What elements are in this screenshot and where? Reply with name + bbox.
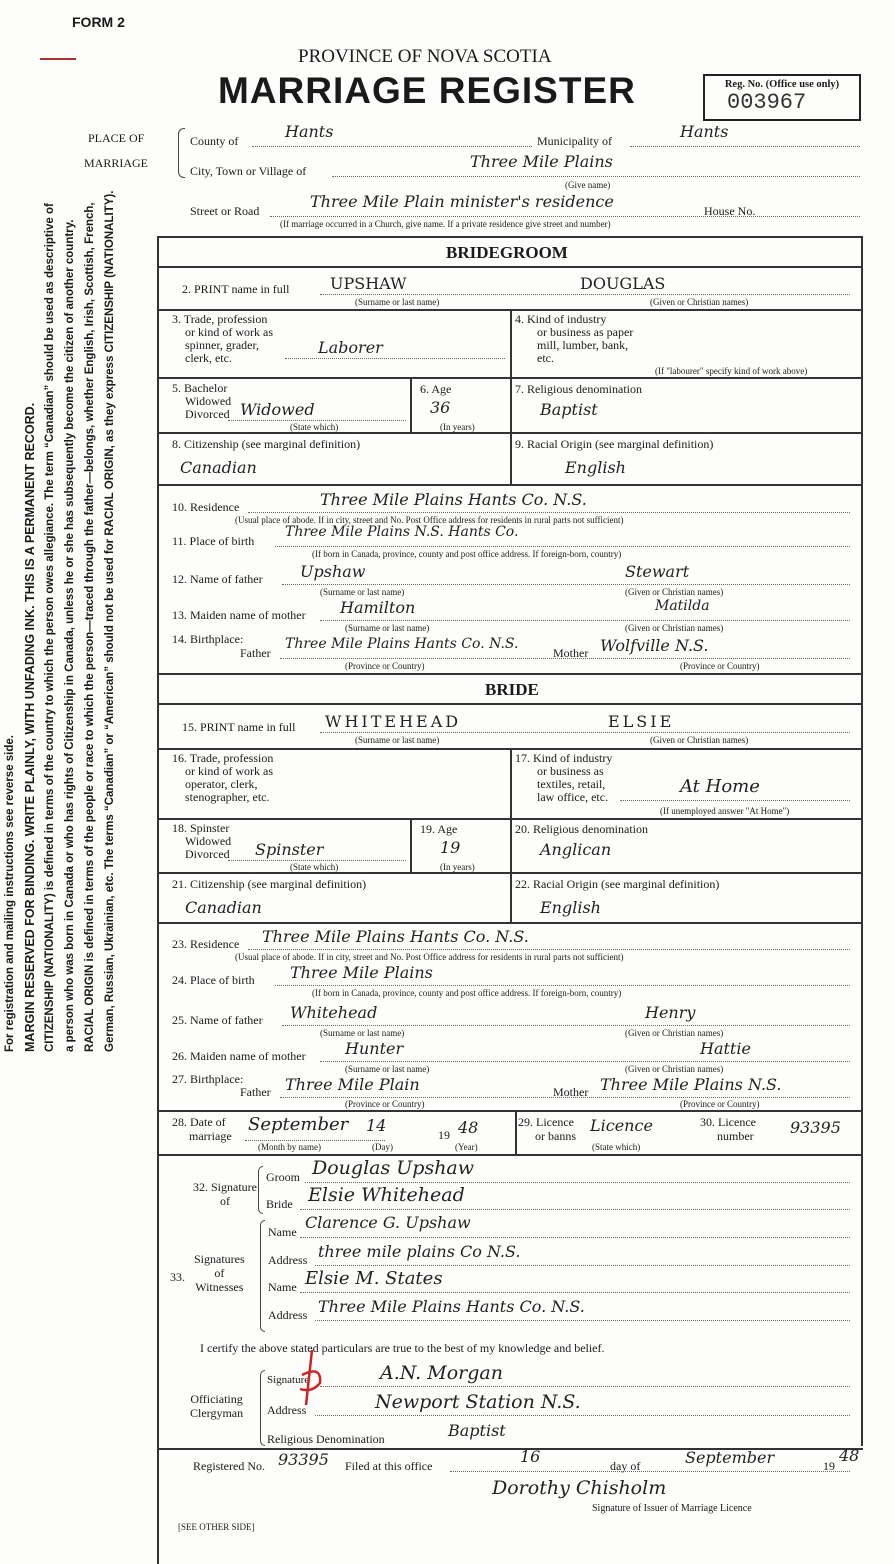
- county-value: Hants: [285, 122, 334, 141]
- year-prefix: 19: [438, 1128, 450, 1142]
- clergyman-denomination: Baptist: [448, 1421, 506, 1440]
- bride-industry: At Home: [680, 776, 760, 797]
- caption: (Given or Christian names): [650, 297, 749, 307]
- province-title: PROVINCE OF NOVA SCOTIA: [298, 46, 552, 67]
- caption: (State which): [592, 1142, 641, 1152]
- witness1-name: Clarence G. Upshaw: [305, 1213, 471, 1232]
- filed-day: 16: [520, 1447, 541, 1466]
- margin-note: a person who was born in Canada or who has rights of Citizenship in Canada, unless he or she has subsequently become the citizen of another country.: [64, 219, 76, 1052]
- witness2-address: Three Mile Plains Hants Co. N.S.: [318, 1297, 585, 1316]
- groom-religion: Baptist: [540, 400, 598, 419]
- reg-number-box: [703, 74, 861, 121]
- marriage-year: 48: [458, 1118, 479, 1137]
- caption: (Month by name): [258, 1142, 321, 1152]
- groom-trade: Laborer: [318, 338, 383, 357]
- red-mark: [40, 58, 76, 60]
- groom-father-surname: Upshaw: [300, 562, 366, 581]
- religion-label: 20. Religious denomination: [515, 822, 648, 836]
- caption: (State which): [290, 862, 339, 872]
- signature-brace: [258, 1166, 263, 1214]
- licence-label: 29. Licence or banns: [518, 1115, 576, 1143]
- witnesses-brace: [260, 1220, 265, 1332]
- groom-mother-birthplace: Wolfville N.S.: [600, 636, 709, 655]
- citizenship-label: 8. Citizenship (see marginal definition): [172, 437, 361, 451]
- caption: (Give name): [565, 180, 611, 190]
- caption: (Given or Christian names): [625, 1028, 724, 1038]
- caption: (Usual place of abode. If in city, street and No. Post Office address for residents in rural parts not sufficient): [235, 952, 624, 962]
- caption: (If "labourer" specify kind of work above): [655, 366, 808, 376]
- marriage-label: MARRIAGE: [84, 156, 149, 170]
- caption: (Surname or last name): [355, 735, 440, 745]
- father-label: 12. Name of father: [172, 572, 263, 586]
- margin-note: RACIAL ORIGIN is defined in terms of the people or race to which the person—traced through the father—belongs, whether English, Irish, Scottish, French,: [84, 202, 96, 1052]
- bride-residence: Three Mile Plains Hants Co. N.S.: [262, 927, 529, 946]
- residence-label: 10. Residence: [172, 500, 240, 514]
- groom-mother-surname: Hamilton: [340, 598, 416, 617]
- form-number: FORM 2: [72, 14, 125, 30]
- groom-mother-given: Matilda: [655, 598, 710, 614]
- bride-age: 19: [440, 838, 461, 857]
- city-value: Three Mile Plains: [470, 152, 613, 171]
- groom-marital-status: Widowed: [240, 400, 315, 419]
- caption: (If born in Canada, province, county and post office address. If foreign-born, country): [312, 988, 622, 998]
- margin-note: MARGIN RESERVED FOR BINDING. WRITE PLAINLY, WITH UNFADING INK. THIS IS A PERMANENT RECORD.: [23, 402, 37, 1052]
- bride-signature: Elsie Whitehead: [308, 1184, 465, 1206]
- street-label: Street or Road: [190, 204, 260, 218]
- marriage-day: 14: [366, 1116, 387, 1135]
- county-label: County of: [190, 134, 239, 148]
- father-label: 25. Name of father: [172, 1013, 263, 1027]
- caption: (Day): [372, 1142, 393, 1152]
- witness1-address: three mile plains Co N.S.: [318, 1242, 521, 1261]
- denomination-label: Religious Denomination: [267, 1432, 385, 1446]
- residence-label: 23. Residence: [172, 937, 240, 951]
- address-label: Address: [268, 1308, 308, 1322]
- year-prefix: 19: [823, 1459, 835, 1473]
- filed-label: Filed at this office: [345, 1459, 433, 1473]
- filed-year: 48: [839, 1446, 860, 1465]
- field-number: 33.: [170, 1270, 185, 1284]
- margin-note: For registration and mailing instructions see reverse side.: [4, 735, 16, 1052]
- caption: (Usual place of abode. If in city, street and No. Post Office address for residents in rural parts not sufficient): [235, 515, 624, 525]
- clergyman-signature: A.N. Morgan: [380, 1362, 503, 1384]
- mother-label: 13. Maiden name of mother: [172, 608, 306, 622]
- groom-racial-origin: English: [565, 458, 626, 477]
- page-title: MARRIAGE REGISTER: [218, 70, 636, 111]
- father-label: Father: [240, 1085, 271, 1099]
- section-bridegroom: BRIDEGROOM: [446, 243, 568, 262]
- licence-or-banns: Licence: [590, 1116, 653, 1135]
- caption: (Surname or last name): [320, 587, 405, 597]
- margin-notes: [0, 190, 150, 1080]
- marital-status-label: 5. Bachelor Widowed Divorced: [172, 381, 232, 421]
- reg-label: Reg. No. (Office use only): [724, 79, 840, 90]
- caption: (Surname or last name): [345, 1064, 430, 1074]
- birthplace-label: 24. Place of birth: [172, 973, 255, 987]
- municipality-value: Hants: [680, 122, 729, 141]
- name-label: Name: [268, 1225, 297, 1239]
- clergyman-brace: [260, 1370, 265, 1446]
- caption: (Year): [455, 1142, 478, 1152]
- groom-age: 36: [430, 398, 451, 417]
- father-label: Father: [240, 646, 271, 660]
- caption: (In years): [440, 862, 475, 872]
- caption: (State which): [290, 422, 339, 432]
- date-label: 28. Date of marriage: [172, 1115, 232, 1143]
- bride-given-names: ELSIE: [608, 712, 675, 731]
- reg-number: 003967: [727, 90, 807, 115]
- caption: (Given or Christian names): [625, 587, 724, 597]
- groom-surname: UPSHAW: [330, 274, 407, 293]
- marriage-month: September: [248, 1114, 349, 1135]
- caption: (If born in Canada, province, county and post office address. If foreign-born, country): [312, 549, 622, 559]
- industry-label: 17. Kind of industry or business as textiles, retail, law office, etc.: [515, 751, 613, 804]
- groom-father-given: Stewart: [625, 562, 690, 581]
- groom-label: Groom: [266, 1170, 300, 1184]
- caption: (Given or Christian names): [625, 1064, 724, 1074]
- registered-label: Registered No.: [193, 1459, 265, 1473]
- bride-father-birthplace: Three Mile Plain: [285, 1075, 420, 1094]
- caption: (In years): [440, 422, 475, 432]
- municipality-label: Municipality of: [537, 134, 612, 148]
- see-other-side: [SEE OTHER SIDE]: [178, 1522, 255, 1532]
- licence-number-label: 30. Licence number: [700, 1115, 756, 1143]
- mother-label: 26. Maiden name of mother: [172, 1049, 306, 1063]
- registered-number: 93395: [278, 1450, 329, 1469]
- issuer-label: Signature of Issuer of Marriage Licence: [592, 1503, 752, 1514]
- officiating-clergyman-label: Officiating Clergyman: [190, 1392, 244, 1420]
- issuer-signature: Dorothy Chisholm: [492, 1477, 667, 1499]
- bride-birthplace: Three Mile Plains: [290, 963, 433, 982]
- bride-racial-origin: English: [540, 898, 601, 917]
- bride-religion: Anglican: [540, 840, 612, 859]
- caption: (Given or Christian names): [650, 735, 749, 745]
- groom-given-names: DOUGLAS: [580, 274, 666, 293]
- groom-residence: Three Mile Plains Hants Co. N.S.: [320, 490, 587, 509]
- age-label: 6. Age: [420, 382, 452, 396]
- caption: (Province or Country): [680, 1099, 760, 1109]
- age-label: 19. Age: [420, 822, 458, 836]
- religion-label: 7. Religious denomination: [515, 382, 642, 396]
- field-label: 2. PRINT name in full: [182, 282, 290, 296]
- margin-note: German, Russian, Ukrainian, etc. The terms “Canadian” or “American” should not be used for RACIAL ORIGIN, as they express CITIZENSHIP (NATIONALITY).: [104, 190, 116, 1052]
- caption: (Surname or last name): [345, 623, 430, 633]
- house-label: House No.: [704, 204, 756, 218]
- section-bride: BRIDE: [485, 680, 539, 699]
- caption: (Surname or last name): [320, 1028, 405, 1038]
- caption: (If unemployed answer "At Home"): [660, 806, 790, 816]
- birthplace-label: 11. Place of birth: [172, 534, 255, 548]
- caption: (Province or Country): [680, 661, 760, 671]
- bride-surname: WHITEHEAD: [325, 712, 462, 731]
- place-of-label: PLACE OF: [88, 131, 145, 145]
- citizenship-label: 21. Citizenship (see marginal definition): [172, 877, 367, 891]
- bride-father-surname: Whitehead: [290, 1003, 378, 1022]
- certification-text: I certify the above stated particulars are true to the best of my knowledge and belief.: [200, 1341, 605, 1355]
- bride-label: Bride: [266, 1197, 293, 1211]
- margin-note: CITIZENSHIP (NATIONALITY) is defined in terms of the country to which the person owes allegiance. The term “Canadian” should be used as descriptive of: [44, 203, 56, 1052]
- mother-label: Mother: [553, 1085, 589, 1099]
- racial-origin-label: 22. Racial Origin (see marginal definition): [515, 877, 720, 891]
- bride-mother-surname: Hunter: [345, 1039, 404, 1058]
- bride-citizenship: Canadian: [185, 898, 262, 917]
- bride-mother-given: Hattie: [700, 1039, 751, 1058]
- field-label: 15. PRINT name in full: [182, 720, 296, 734]
- witnesses-label: Signatures of Witnesses: [194, 1252, 245, 1294]
- filed-month: September: [685, 1448, 775, 1467]
- caption: (Province or Country): [345, 661, 425, 671]
- licence-number: 93395: [790, 1118, 841, 1137]
- trade-label: 16. Trade, profession or kind of work as operator, clerk, stenographer, etc.: [172, 751, 274, 804]
- witness2-name: Elsie M. States: [305, 1268, 443, 1289]
- racial-origin-label: 9. Racial Origin (see marginal definition): [515, 437, 714, 451]
- caption: (Given or Christian names): [625, 623, 724, 633]
- address-label: Address: [268, 1253, 308, 1267]
- day-of-label: day of: [610, 1459, 641, 1473]
- trade-label: 3. Trade, profession or kind of work as spinner, grader, clerk, etc.: [172, 312, 273, 365]
- industry-label: 4. Kind of industry or business as paper mill, lumber, bank, etc.: [515, 312, 634, 365]
- mother-label: Mother: [553, 646, 589, 660]
- groom-signature: Douglas Upshaw: [312, 1157, 475, 1179]
- signature-label: Signature: [267, 1374, 310, 1386]
- groom-citizenship: Canadian: [180, 458, 257, 477]
- place-brace: [178, 128, 185, 178]
- parents-birthplace-label: 14. Birthplace:: [172, 632, 244, 646]
- bride-father-given: Henry: [645, 1003, 696, 1022]
- marital-status-label: 18. Spinster Widowed Divorced: [172, 821, 232, 861]
- bride-mother-birthplace: Three Mile Plains N.S.: [600, 1075, 782, 1094]
- caption: (If marriage occurred in a Church, give name. If a private residence give street and number): [280, 219, 611, 229]
- parents-birthplace-label: 27. Birthplace:: [172, 1072, 244, 1086]
- caption: (Province or Country): [345, 1099, 425, 1109]
- groom-father-birthplace: Three Mile Plains Hants Co. N.S.: [285, 636, 519, 652]
- city-label: City, Town or Village of: [190, 164, 307, 178]
- caption: (Surname or last name): [355, 297, 440, 307]
- signature-label: 32. Signature of: [193, 1180, 257, 1208]
- bride-marital-status: Spinster: [255, 840, 324, 859]
- red-check-mark: [292, 1345, 332, 1415]
- groom-birthplace: Three Mile Plains N.S. Hants Co.: [285, 524, 519, 540]
- street-value: Three Mile Plain minister's residence: [310, 192, 614, 211]
- name-label: Name: [268, 1280, 297, 1294]
- address-label: Address: [267, 1403, 307, 1417]
- clergyman-address: Newport Station N.S.: [375, 1391, 581, 1413]
